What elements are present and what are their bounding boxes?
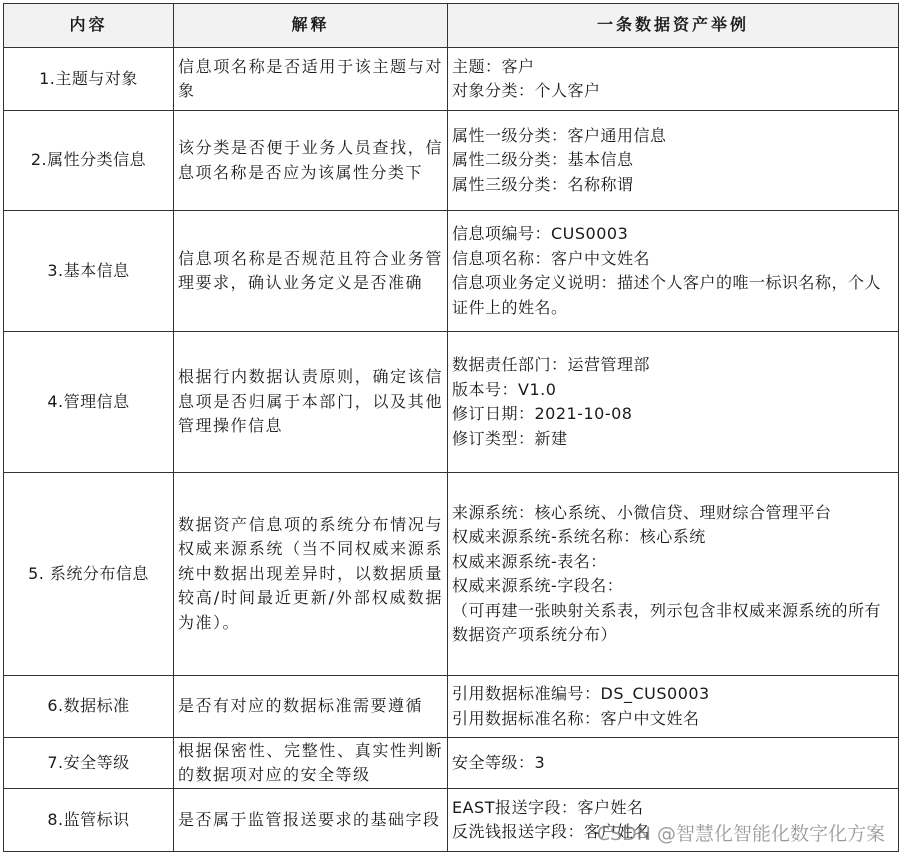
row-name-cell: 2.属性分类信息 [4, 111, 174, 211]
example-line: 反洗钱报送字段：客户姓名 [452, 822, 651, 841]
row-name-cell: 8.监管标识 [4, 789, 174, 852]
table-row [4, 676, 899, 738]
example-line: 信息项编号：CUS0003 [452, 224, 629, 243]
row-name-cell: 1.主题与对象 [4, 48, 174, 111]
table-row [4, 738, 899, 789]
header-example: 一条数据资产举例 [448, 4, 899, 48]
example-line: 权威来源系统-系统名称：核心系统 [452, 527, 706, 546]
row-explanation-cell: 数据资产信息项的系统分布情况与权威来源系统（当不同权威来源系统中数据出现差异时，以数据质量较高/时间最近更新/外部权威数据为准）。 [174, 473, 448, 676]
example-line: 对象分类：个人客户 [452, 81, 601, 100]
example-line: 引用数据标准编号：DS_CUS0003 [452, 684, 710, 703]
header-explanation: 解释 [174, 4, 448, 48]
row-name-cell: 6.数据标准 [4, 676, 174, 738]
header-content: 内容 [4, 4, 174, 48]
example-line: 权威来源系统-表名： [452, 551, 607, 571]
example-line: 修订日期：2021-10-08 [452, 404, 633, 423]
table-row [4, 332, 899, 473]
example-line: EAST报送字段：客户姓名 [452, 797, 644, 817]
example-line: 修订类型：新建 [452, 428, 568, 448]
table-row [4, 111, 899, 211]
row-example-cell [448, 211, 899, 332]
row-explanation-cell: 根据行内数据认责原则，确定该信息项是否归属于本部门，以及其他管理操作信息 [174, 332, 448, 473]
table-row [4, 211, 899, 332]
example-line: 信息项名称：客户中文姓名 [452, 248, 651, 268]
example-line: 权威来源系统-字段名： [452, 576, 624, 595]
row-explanation-cell: 该分类是否便于业务人员查找，信息项名称是否应为该属性分类下 [174, 111, 448, 211]
example-line: 版本号：V1.0 [452, 379, 557, 399]
row-explanation-cell: 信息项名称是否规范且符合业务管理要求，确认业务定义是否准确 [174, 211, 448, 332]
row-explanation-cell: 是否有对应的数据标准需要遵循 [174, 676, 448, 738]
row-example-cell [448, 738, 899, 789]
row-explanation-cell: 根据保密性、完整性、真实性判断的数据项对应的安全等级 [174, 738, 448, 789]
row-name-cell: 4.管理信息 [4, 332, 174, 473]
example-line: 主题：客户 [452, 56, 535, 76]
row-example-cell [448, 48, 899, 111]
watermark: CSDN @智慧化智能化数字化方案 [596, 823, 885, 845]
row-explanation-cell: 是否属于监管报送要求的基础字段 [174, 789, 448, 852]
row-example-cell [448, 473, 899, 676]
table-header-row [4, 4, 899, 48]
example-line: （可再建一张映射关系表，列示包含非权威来源系统的所有数据资产项系统分布） [452, 600, 882, 644]
row-example-cell [448, 111, 899, 211]
example-line: 安全等级：3 [452, 752, 546, 772]
example-line: 属性三级分类：名称称谓 [452, 174, 634, 194]
example-line: 来源系统：核心系统、小微信贷、理财综合管理平台 [452, 502, 832, 522]
example-line: 数据责任部门：运营管理部 [452, 355, 651, 374]
table-row [4, 473, 899, 676]
row-example-cell [448, 676, 899, 738]
example-line: 属性一级分类：客户通用信息 [452, 125, 667, 145]
example-line: 信息项业务定义说明：描述个人客户的唯一标识名称，个人证件上的姓名。 [452, 273, 882, 317]
example-line: 引用数据标准名称：客户中文姓名 [452, 708, 700, 728]
table-row [4, 48, 899, 111]
row-name-cell: 3.基本信息 [4, 211, 174, 332]
row-explanation-cell: 信息项名称是否适用于该主题与对象 [174, 48, 448, 111]
row-example-cell [448, 332, 899, 473]
data-asset-table [3, 3, 899, 852]
example-line: 属性二级分类：基本信息 [452, 150, 634, 170]
row-name-cell: 7.安全等级 [4, 738, 174, 789]
row-name-cell: 5. 系统分布信息 [4, 473, 174, 676]
